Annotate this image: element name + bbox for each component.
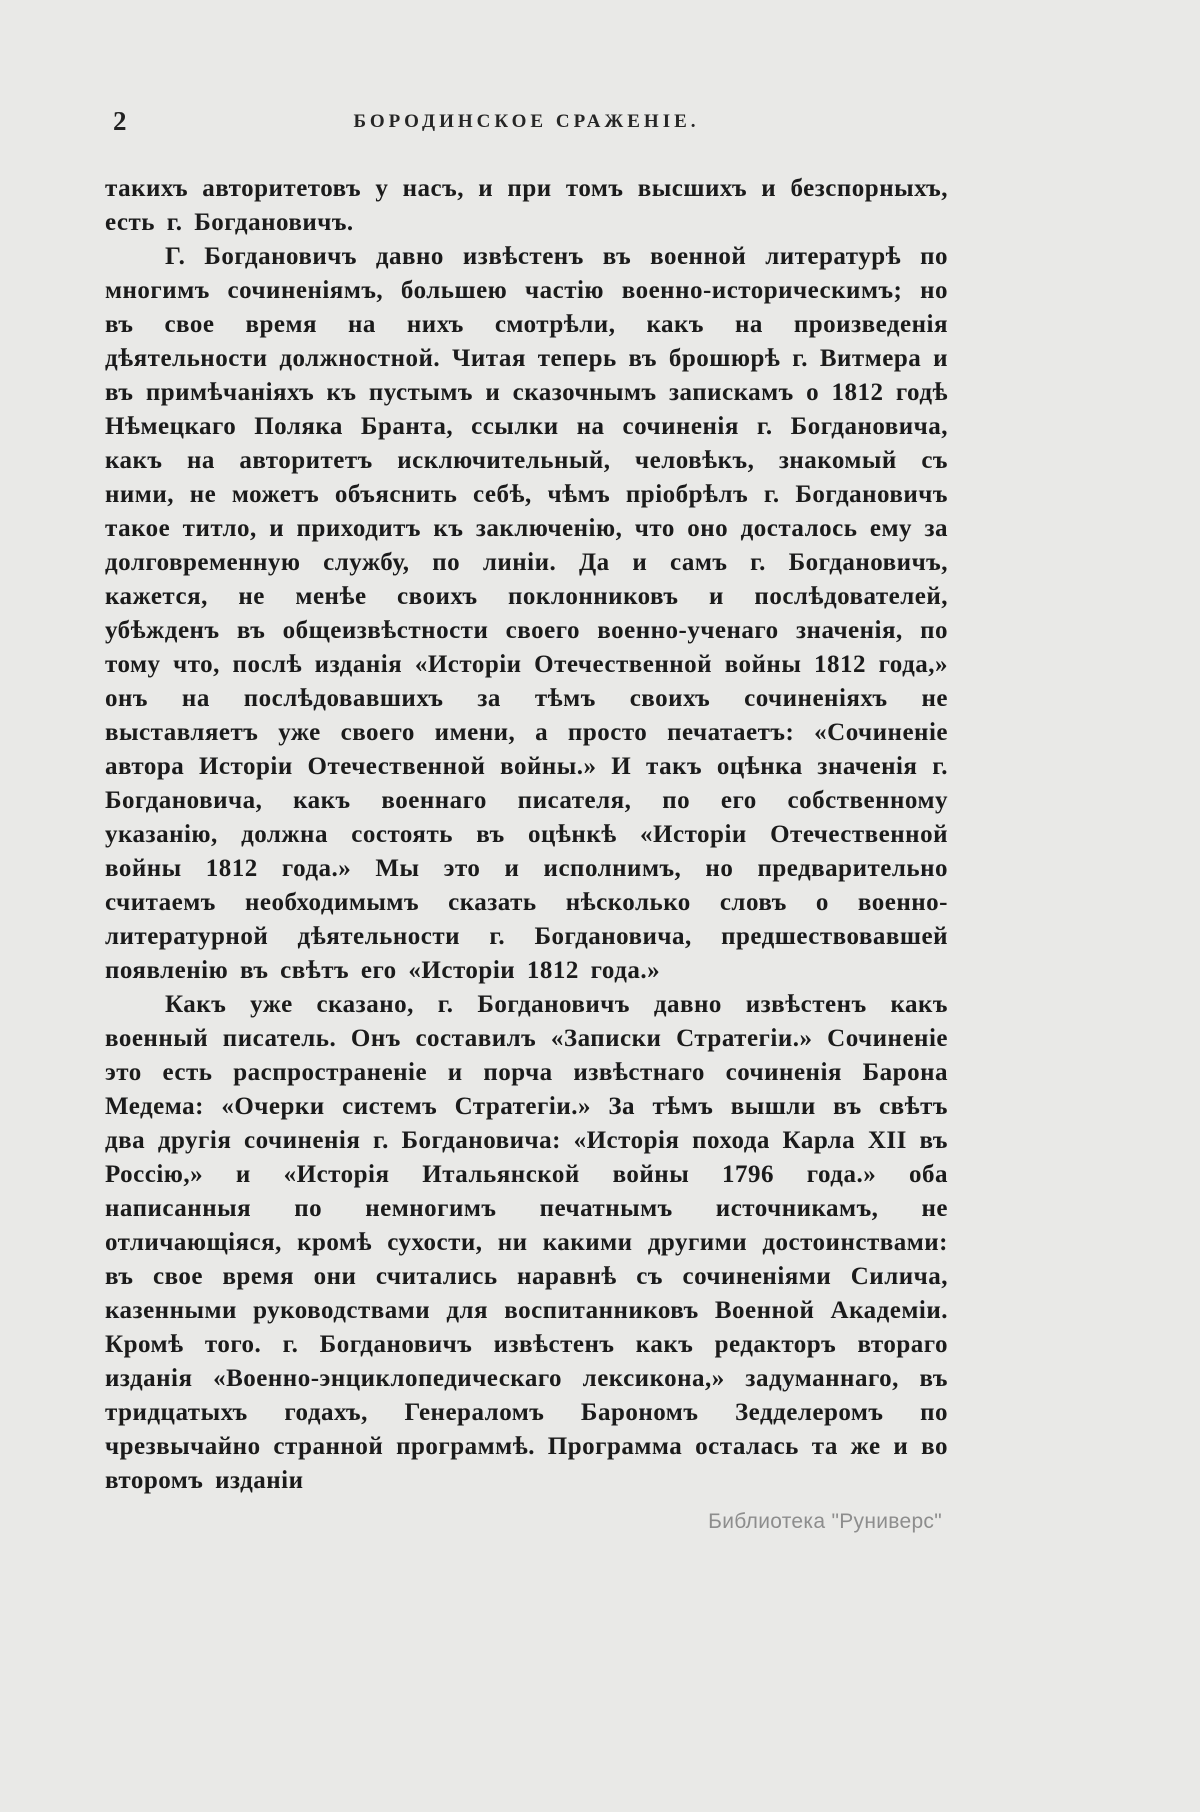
- library-watermark: Библиотека "Руниверс": [708, 1510, 942, 1533]
- page-header: [105, 106, 948, 140]
- paragraph: Г. Богдановичъ давно извѣстенъ въ военной литературѣ по многимъ сочиненіямъ, большею частію военно-историческимъ; но въ свое время на нихъ смотрѣли, какъ на произведенія дѣятельности должностной. Читая теперь въ брошюрѣ г. Витмера и въ примѣчаніяхъ къ пустымъ и сказочнымъ запискамъ о 1812 годѣ Нѣмецкаго Поляка Бранта, ссылки на сочиненія г. Богдановича, какъ на авторитетъ исключительный, человѣкъ, знакомый съ ними, не можетъ объяснить себѣ, чѣмъ пріобрѣлъ г. Богдановичъ такое титло, и приходитъ къ заключенію, что оно досталось ему за долговременную службу, по линіи. Да и самъ г. Богдановичъ, кажется, не менѣе своихъ поклонниковъ и послѣдователей, убѣжденъ въ общеизвѣстности своего военно-ученаго значенія, по тому что, послѣ изданія «Исторіи Отечественной войны 1812 года,» онъ на послѣдовавшихъ за тѣмъ своихъ сочиненіяхъ не выставляетъ уже своего имени, а просто печатаетъ: «Сочиненіе автора Исторіи Отечественной войны.» И такъ оцѣнка значенія г. Богдановича, какъ военнаго писателя, по его собственному указанію, должна состоять въ оцѣнкѣ «Исторіи Отечественной войны 1812 года.» Мы это и исполнимъ, но предварительно считаемъ необходимымъ сказать нѣсколько словъ о военно-литературной дѣятельности г. Богдановича, предшествовавшей появленію въ свѣтъ его «Исторіи 1812 года.»: [105, 243, 948, 984]
- paragraph: Какъ уже сказано, г. Богдановичъ давно извѣстенъ какъ военный писатель. Онъ составилъ «Записки Стратегіи.» Сочиненіе это есть распространеніе и порча извѣстнаго сочиненія Барона Медема: «Очерки системъ Стратегіи.» За тѣмъ вышли въ свѣтъ два другія сочиненія г. Богдановича: «Исторія похода Карла XII въ Россію,» и «Исторія Итальянской войны 1796 года.» оба написанныя по немногимъ печатнымъ источникамъ, не отличающіяся, кромѣ сухости, ни какими другими достоинствами: въ свое время они считались наравнѣ съ сочиненіями Силича, казенными руководствами для воспитанниковъ Военной Академіи. Кромѣ того. г. Богдановичъ извѣстенъ какъ редакторъ втораго изданія «Военно-энциклопедическаго лексикона,» задуманнаго, въ тридцатыхъ годахъ, Генераломъ Барономъ Зедделеромъ по чрезвычайно странной программѣ. Программа осталась та же и во второмъ изданіи: [105, 991, 948, 1494]
- page-text-block: [105, 172, 948, 1498]
- running-head-title: БОРОДИНСКОЕ СРАЖЕНІЕ.: [353, 111, 700, 132]
- page-number: 2: [113, 106, 127, 136]
- paragraph-continuation: такихъ авторитетовъ у насъ, и при томъ высшихъ и безспорныхъ, есть г. Богдановичъ.: [105, 175, 948, 236]
